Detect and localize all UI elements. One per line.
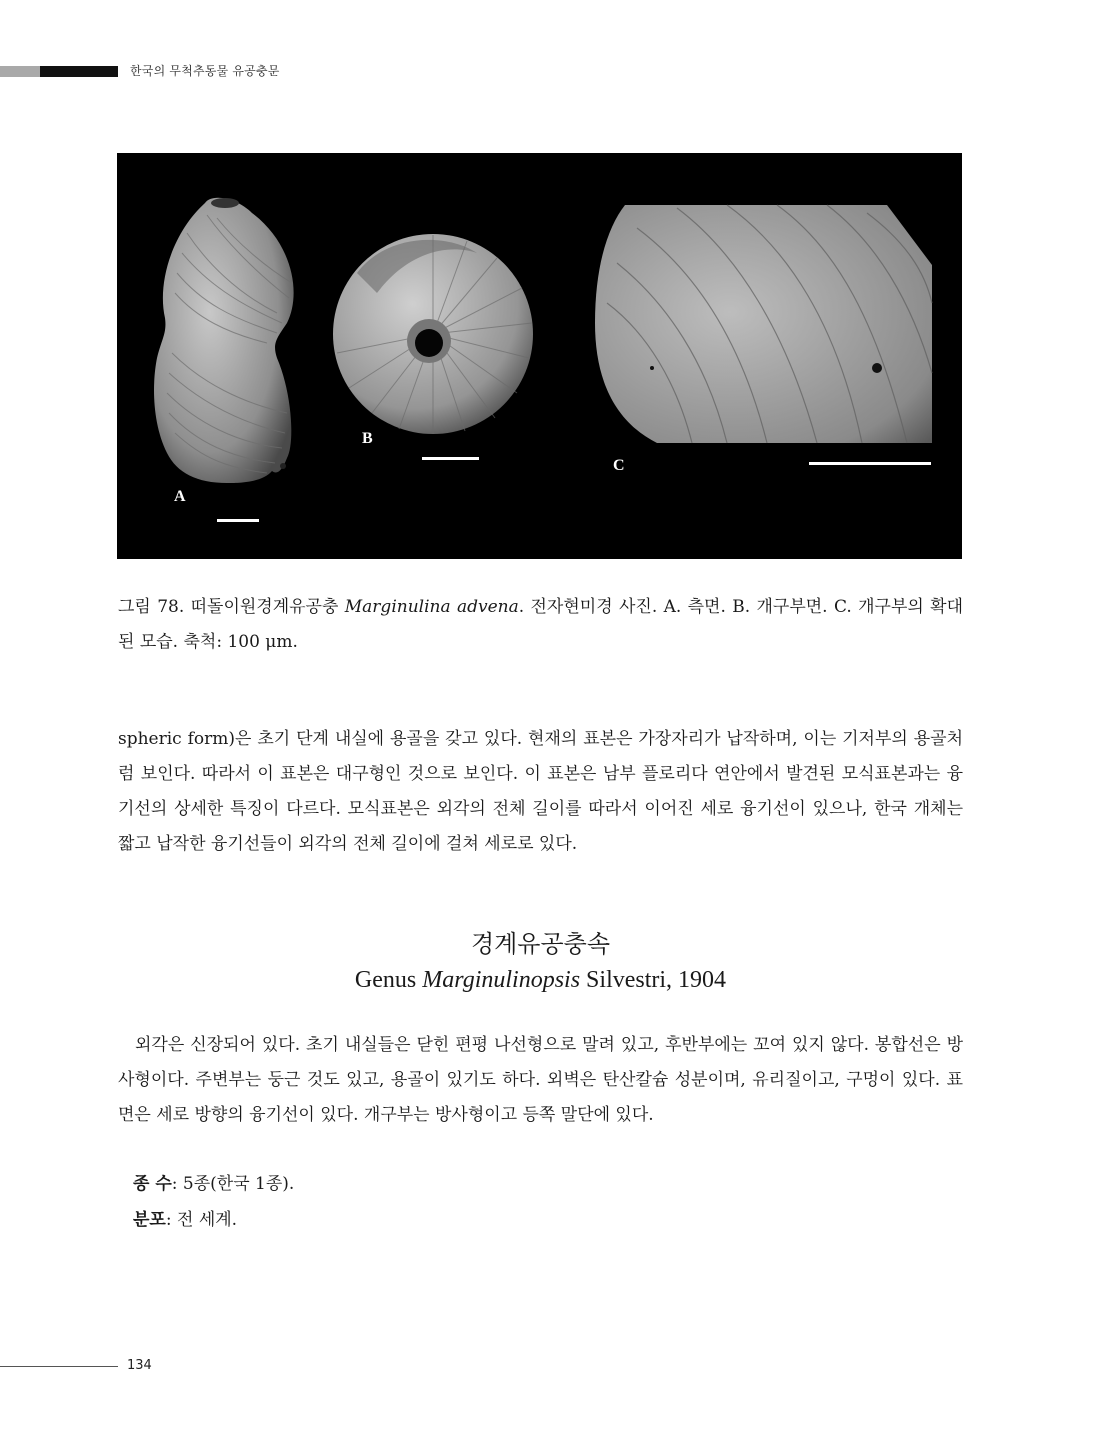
- section-genus-line: [118, 964, 963, 996]
- body-paragraph-2: 외각은 신장되어 있다. 초기 내실들은 닫힌 편평 나선형으로 말려 있고, 후반부에는 꼬여 있지 않다. 봉합선은 방사형이다. 주변부는 둥근 것도 있고, 용골이 있기도 하다. 외벽은 탄산칼슘 성분이며, 유리질이고, 구멍이 있다. 표면은 세로 방향의 융기선이 있다. 개구부는 방사형이고 등쪽 말단에 있다.: [118, 1035, 963, 1125]
- species-count: [133, 1170, 294, 1198]
- specimen-b: [333, 234, 533, 434]
- caption-suffix: . 전자현미경 사진. A. 측면. B. 개구부면. C. 개구부의 확대된 모습. 축척: 100 μm.: [118, 597, 964, 652]
- panel-label-a: A: [174, 488, 186, 505]
- scale-bar-b: [422, 457, 479, 460]
- section-title-korean: 경계유공충속: [470, 930, 611, 958]
- genus-prefix: Genus: [354, 967, 423, 993]
- sem-figure: [117, 153, 962, 559]
- panel-label-c: C: [613, 457, 625, 474]
- genus-suffix: Silvestri, 1904: [580, 967, 727, 993]
- body-paragraph-1: spheric form)은 초기 단계 내실에 용골을 갖고 있다. 현재의 표본은 가장자리가 납작하며, 이는 기저부의 용골처럼 보인다. 따라서 이 표본은 대구형인 것으로 보인다. 이 표본은 남부 플로리다 연안에서 발견된 모식표본과는 융기선의 상세한 특징이 다르다. 모식표본은 외각의 전체 길이를 따라서 이어진 세로 융기선이 있으나, 한국 개체는 짧고 납작한 융기선들이 외각의 전체 길이에 걸쳐 세로로 있다.: [118, 729, 963, 854]
- distribution-label: 분포: [133, 1210, 166, 1230]
- distribution-value: : 전 세계.: [165, 1210, 238, 1230]
- genus-name: Marginulinopsis: [422, 967, 581, 993]
- header-bar-gray: [0, 66, 40, 77]
- distribution: [133, 1206, 237, 1234]
- panel-label-b: B: [362, 430, 373, 447]
- specimen-c: [595, 205, 932, 443]
- footer-rule: [0, 1366, 118, 1367]
- page-number: 134: [127, 1358, 152, 1373]
- species-count-value: : 5종(한국 1종).: [171, 1174, 295, 1194]
- caption-species: Marginulina advena: [344, 597, 519, 617]
- scale-bar-a: [217, 519, 259, 522]
- running-title: 한국의 무척추동물 유공충문: [130, 64, 280, 78]
- header-bar-black: [40, 66, 118, 77]
- figure-caption: [118, 590, 963, 660]
- caption-prefix: 그림 78. 떠돌이원경계유공충: [118, 597, 345, 617]
- sem-figure-svg: [117, 153, 962, 559]
- specimen-a: [154, 198, 294, 483]
- species-count-label: 종 수: [133, 1174, 172, 1194]
- scale-bar-c: [809, 462, 931, 465]
